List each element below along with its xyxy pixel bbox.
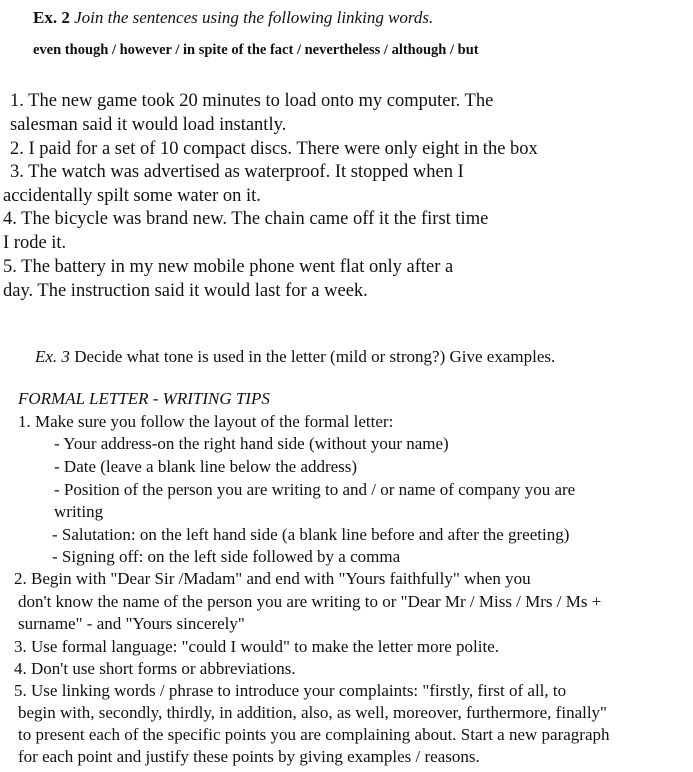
tips-line-3: - Date (leave a blank line below the address) — [54, 457, 358, 476]
ex2-label: Ex. 2 — [33, 8, 70, 27]
tips-line-1: 1. Make sure you follow the layout of the formal letter: — [18, 412, 394, 431]
tips-line-5: writing — [54, 502, 104, 521]
ex2-line-6: 4. The bicycle was brand new. The chain came off it the first time — [3, 209, 489, 229]
tips-line-2: - Your address-on the right hand side (without your name) — [54, 434, 449, 453]
ex2-line-9: day. The instruction said it would last for a week. — [3, 281, 368, 301]
ex3-heading — [35, 347, 555, 367]
ex2-line-8: 5. The battery in my new mobile phone went flat only after a — [3, 257, 454, 277]
tips-line-4: - Position of the person you are writing to and / or name of company you are — [54, 480, 576, 499]
tips-line-11: 3. Use formal language: "could I would" to make the letter more polite. — [14, 637, 500, 656]
ex2-line-1: 1. The new game took 20 minutes to load onto my computer. The — [10, 91, 494, 111]
ex2-line-5: accidentally spilt some water on it. — [3, 186, 261, 206]
tips-line-9: don't know the name of the person you are writing to or "Dear Mr / Miss / Mrs / Ms + — [18, 592, 602, 611]
tips-line-10: surname" - and "Yours sincerely" — [18, 614, 245, 633]
tips-line-8: 2. Begin with "Dear Sir /Madam" and end with "Yours faithfully" when you — [14, 569, 531, 588]
tips-line-7: - Signing off: on the left side followed by a comma — [52, 547, 401, 566]
tips-heading: FORMAL LETTER - WRITING TIPS — [18, 389, 270, 408]
tips-line-6: - Salutation: on the left hand side (a blank line before and after the greeting) — [52, 525, 570, 544]
tips-line-14: begin with, secondly, thirdly, in addition, also, as well, moreover, furthermore, finally" — [18, 703, 607, 722]
ex2-line-4: 3. The watch was advertised as waterproof. It stopped when I — [10, 162, 464, 182]
tips-line-12: 4. Don't use short forms or abbreviations. — [14, 659, 296, 678]
tips-line-16: for each point and justify these points by giving examples / reasons. — [18, 747, 480, 766]
ex2-linking-words: even though / however / in spite of the fact / nevertheless / although / but — [33, 42, 479, 58]
ex3-instruction: Decide what tone is used in the letter (mild or strong?) Give examples. — [74, 347, 556, 366]
ex2-line-2: salesman said it would load instantly. — [10, 115, 287, 135]
ex2-heading — [33, 8, 433, 28]
tips-line-13: 5. Use linking words / phrase to introduce your complaints: "firstly, first of all, to — [14, 681, 567, 700]
ex2-line-3: 2. I paid for a set of 10 compact discs. There were only eight in the box — [10, 139, 538, 159]
ex2-instruction: Join the sentences using the following linking words. — [74, 8, 434, 27]
ex3-label: Ex. 3 — [35, 347, 70, 366]
ex2-line-7: I rode it. — [3, 233, 67, 253]
tips-line-15: to present each of the specific points you are complaining about. Start a new paragraph — [18, 725, 610, 744]
